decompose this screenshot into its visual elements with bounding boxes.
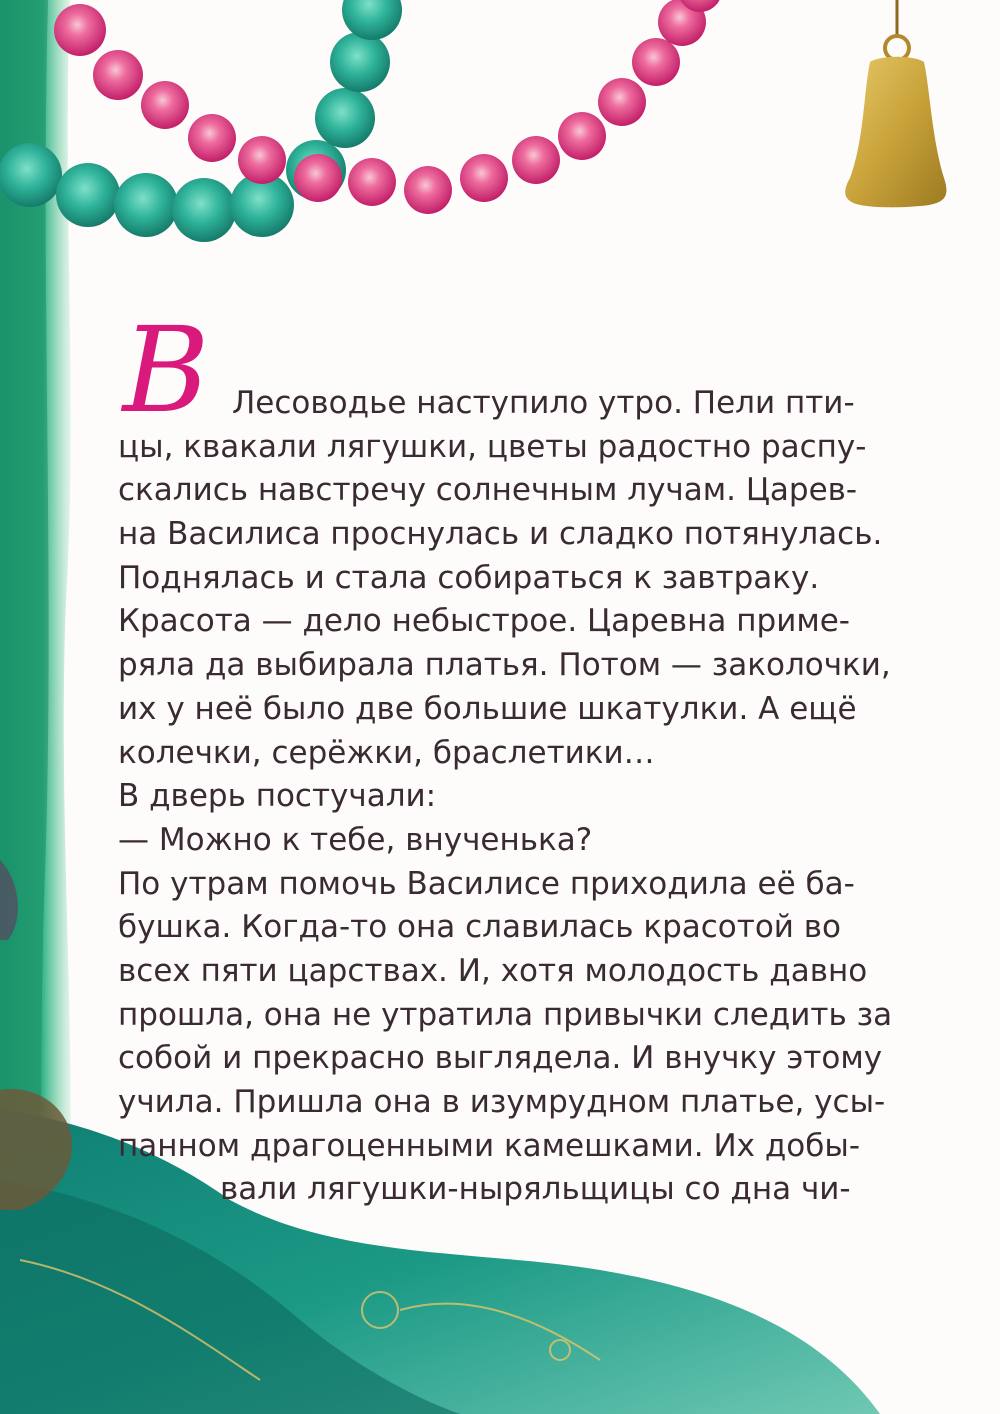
story-line: бушка. Когда-то она славилась красотой во: [118, 909, 842, 946]
story-line: панном драгоценными камешками. Их добы-: [118, 1127, 861, 1164]
story-line: колечки, серёжки, браслетики…: [118, 734, 655, 771]
story-line: — Можно к тебе, внученька?: [118, 821, 593, 858]
story-line: на Василиса проснулась и сладко потянулась.: [118, 516, 883, 553]
story-line: ряла да выбирала платья. Потом — заколочки,: [118, 647, 891, 684]
story-line: По утрам помочь Василисе приходила её ба-: [118, 865, 855, 902]
story-text: [118, 382, 893, 1212]
bead-garland-icon: [0, 0, 722, 242]
story-line: Красота — дело небыстрое. Царевна приме-: [118, 603, 850, 640]
story-line: Поднялась и стала собираться к завтраку.: [118, 559, 820, 596]
drop-cap: В: [122, 301, 210, 439]
golden-bell-icon: [845, 0, 946, 207]
story-line: В дверь постучали:: [118, 778, 437, 815]
story-line: цы, квакали лягушки, цветы радостно распу-: [118, 428, 867, 465]
story-line: собой и прекрасно выглядела. И внучку этому: [118, 1040, 883, 1077]
story-line: прошла, она не утратила привычки следить за: [118, 996, 893, 1033]
story-line: учила. Пришла она в изумрудном платье, усы-: [118, 1084, 886, 1120]
story-line: вали лягушки-ныряльщицы со дна чи-: [220, 1171, 851, 1208]
story-line: всех пяти царствах. И, хотя молодость давно: [118, 952, 868, 989]
story-line: скались навстречу солнечным лучам. Царев-: [118, 472, 858, 509]
story-line: их у неё было две большие шкатулки. А ещё: [118, 690, 857, 727]
story-line: Лесоводье наступило утро. Пели пти-: [232, 385, 855, 421]
